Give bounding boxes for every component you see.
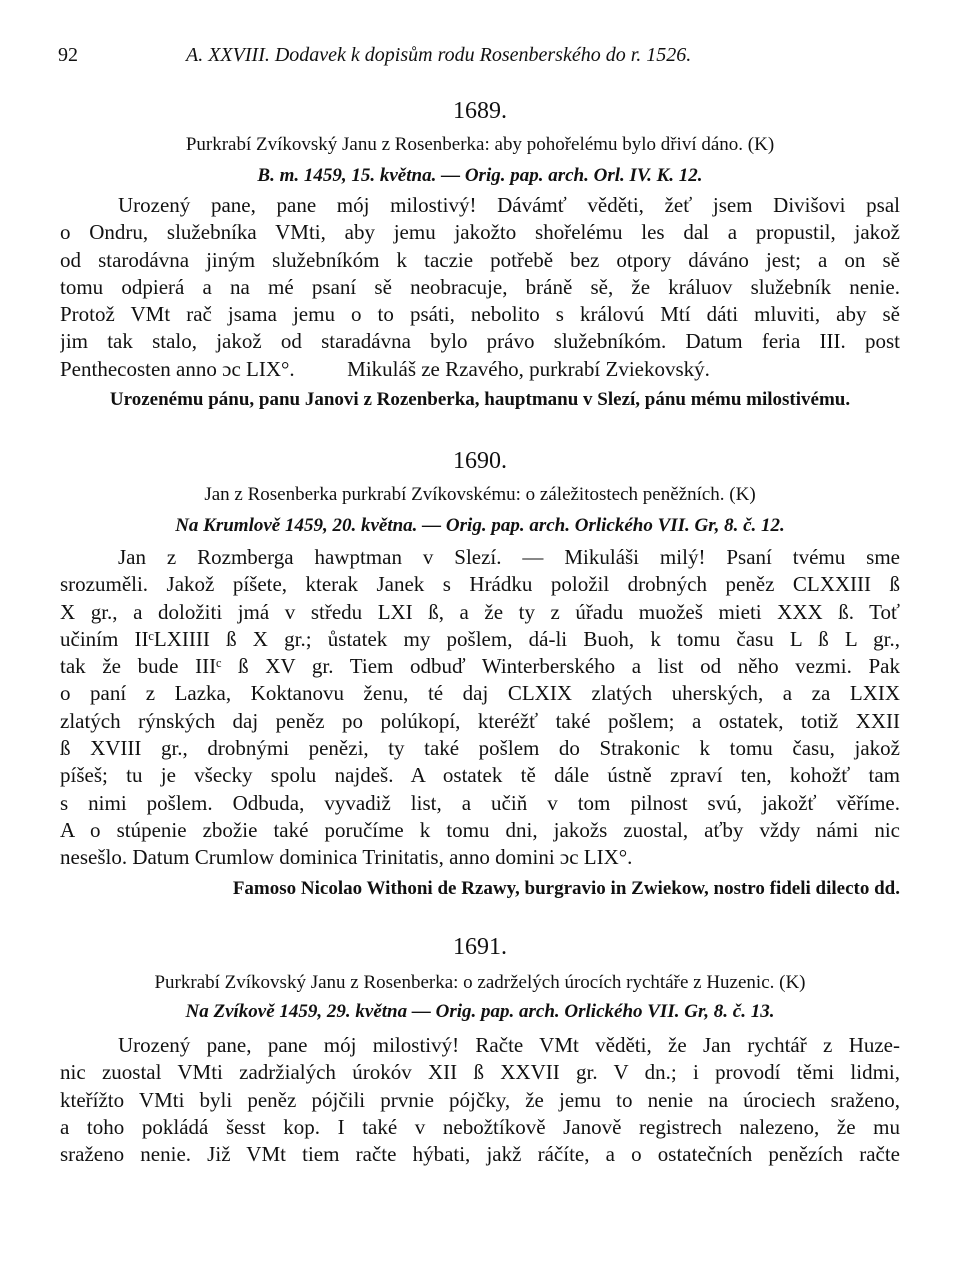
- body-line: a toho pokládá šesst kop. I také v nebožtíkově Janově registrech nalezeno, že mu: [60, 1114, 900, 1139]
- body-line: s nimi pošlem. Odbuda, vyvadiž list, a učiň v tom pilnost svú, jakožť věříme.: [60, 790, 900, 815]
- body-line: píšeš; tu je všecky spolu najdeš. A ostatek tě dále ústně zpraví ten, kohožť tam: [60, 763, 900, 788]
- letter-body: [60, 544, 900, 872]
- body-line: o paní z Lazka, Koktanovu ženu, té daj CLXIX zlatých uherských, a za LXIX: [60, 681, 900, 706]
- body-line: X gr., a doložiti jmá v středu LXI ß, a že ty z úřadu muožeš mieti XXX ß. Toť: [60, 599, 900, 624]
- body-line: A o stúpenie zbožie také poručíme k tomu dni, jakožs zuostal, aťby vždy námi nic: [60, 817, 900, 842]
- body-line: o Ondru, služebníka VMti, aby jemu jakožto shořelému les dal a propustil, jakož: [60, 220, 900, 245]
- letter-address: Urozenému pánu, panu Janovi z Rozenberka, hauptmanu v Slezí, pánu mému milostivému.: [109, 389, 851, 411]
- page-header: [0, 44, 960, 74]
- body-line: jim tak stalo, jakož od staradávna bylo právo služebníkóm. Datum feria III. post: [60, 329, 900, 354]
- letter-number: 1690.: [453, 448, 507, 474]
- letter-body: [60, 192, 900, 383]
- letter-source: B. m. 1459, 15. května. — Orig. pap. arch. Orl. IV. K. 12.: [257, 165, 703, 186]
- body-line: zlatých rýnských daj peněz po polúkopí, kteréžť také pošlem; a ostatek, totiž XXII: [60, 708, 900, 733]
- letter-number: 1691.: [453, 934, 507, 960]
- letter-summary: Purkrabí Zvíkovský Janu z Rosenberka: o zadrželých úrocích rychtáře z Huzenic. (K): [154, 972, 806, 993]
- letter-1691: [60, 930, 900, 1168]
- page-number: 92: [58, 44, 78, 66]
- body-line: Urozený pane, pane mój milostivý! Dávámť věděti, žeť jsem Divišovi psal: [118, 193, 900, 217]
- letter-body: [60, 1032, 900, 1168]
- letter-source: Na Krumlově 1459, 20. května. — Orig. pap. arch. Orlického VII. Gr, 8. č. 12.: [175, 515, 785, 536]
- body-line: nesešlo. Datum Crumlow dominica Trinitatis, anno domini ɔc LIX°.: [60, 845, 633, 870]
- letter-summary: Jan z Rosenberka purkrabí Zvíkovskému: o záležitostech peněžních. (K): [204, 484, 756, 505]
- body-line: kteřížto VMti byli peněz pójčili prvnie pójčky, že jemu to nenie na úrociech sraženo,: [60, 1087, 900, 1112]
- body-line: tomu odpierá a na mé psaní sě neobracuje, bráně sě, že králuov služebník nenie.: [60, 274, 900, 299]
- letter-address: Famoso Nicolao Withoni de Rzawy, burgravio in Zwiekow, nostro fideli dilecto dd.: [232, 877, 900, 899]
- body-line: nic zuostal VMti zadržialých úrokóv XII ß XXVII gr. V dn.; i provodí těmi lidmi,: [60, 1060, 900, 1085]
- running-title: A. XXVIII. Dodavek k dopisům rodu Rosenberského do r. 1526.: [186, 44, 692, 66]
- body-line: tak že bude IIIᶜ ß XV gr. Tiem odbuď Winterberského a list od něho vezmi. Pak: [60, 654, 900, 679]
- body-line: učiním IIᶜLXIIII ß X gr.; ůstatek my pošlem, dá-li Buoh, k tomu času L ß L gr.,: [60, 626, 900, 651]
- body-line: Jan z Rozmberga hawptman v Slezí. — Mikuláši milý! Psaní tvému sme: [118, 545, 900, 569]
- body-line: srozuměli. Jakož píšete, kterak Janek s Hrádku položil drobných peněz CLXXIII ß: [60, 572, 900, 597]
- body-line: Protož VMt rač jsama jemu o to psáti, nebolito s královú Mtí dáti mluviti, aby sě: [60, 302, 900, 327]
- letter-1689: [60, 94, 900, 413]
- letter-1690: [60, 444, 900, 902]
- letter-summary: Purkrabí Zvíkovský Janu z Rosenberka: aby pohořelému bylo dřiví dáno. (K): [185, 134, 775, 155]
- letter-number: 1689.: [453, 98, 507, 124]
- body-line: Urozený pane, pane mój milostivý! Račte VMt věděti, že Jan rychtář z Huze-: [118, 1033, 900, 1057]
- body-line: ß XVIII gr., drobnými penězi, ty také pošlem do Strakonic k tomu času, jakož: [60, 736, 900, 761]
- body-line: sraženo nenie. Již VMt tiem račte hýbati, jakž ráčíte, a o ostatečních penězích račte: [60, 1142, 900, 1167]
- body-line: od starodávna jiným služebníkóm k taczie potřebě bez otpory dáváno jest; a on sě: [60, 247, 900, 272]
- letter-source: Na Zvíkově 1459, 29. května — Orig. pap. arch. Orlického VII. Gr, 8. č. 13.: [185, 1001, 775, 1022]
- body-line: Penthecosten anno ɔc LIX°. Mikuláš ze Rzavého, purkrabí Zviekovský.: [60, 356, 710, 381]
